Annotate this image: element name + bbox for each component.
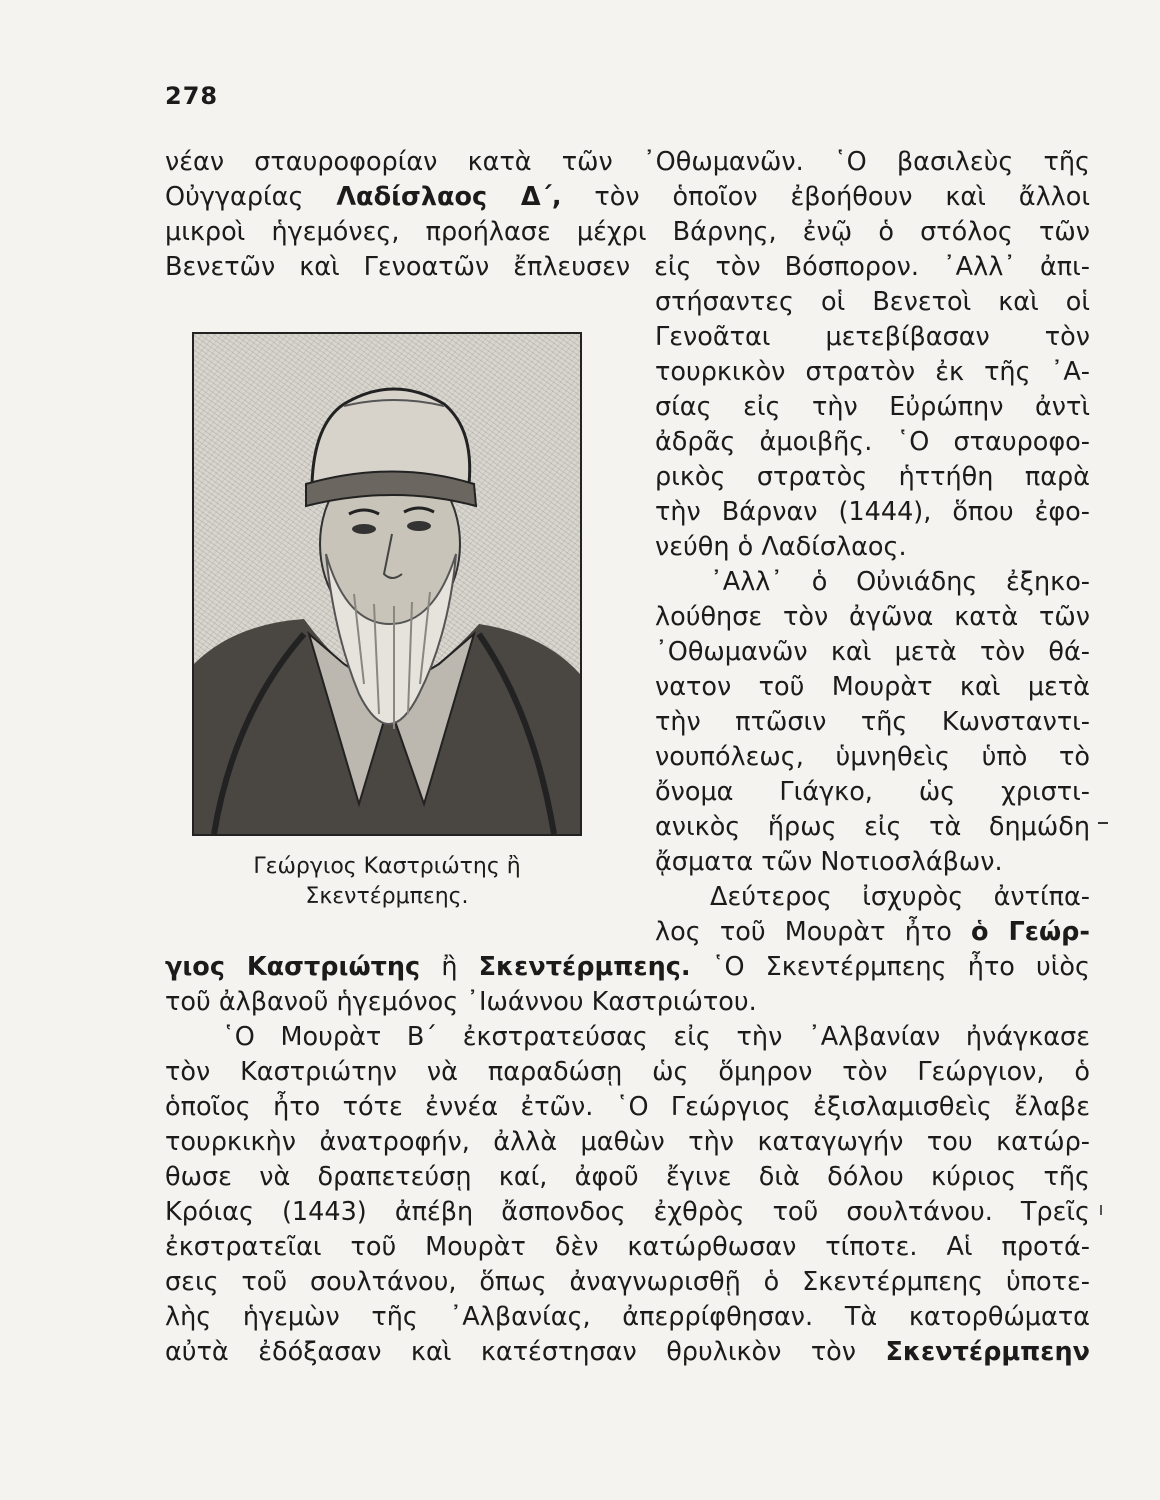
text-line: τὴν Βάρναν (1444), ὅπου ἐφο-: [655, 497, 1090, 527]
text-line: νατον τοῦ Μουρὰτ καὶ μετὰ: [655, 672, 1090, 702]
text-line: τουρκικὴν ἀνατροφήν, ἀλλὰ μαθὼν τὴν καταγωγήν του κατώρ-: [165, 1127, 1090, 1157]
text-line: λούθησε τὸν ἀγῶνα κατὰ τῶν: [655, 602, 1090, 632]
text-line: αὐτὰ ἐδόξασαν καὶ κατέστησαν θρυλικὸν τὸν Σκεντέρμπεην: [165, 1337, 1090, 1367]
portrait-caption: Σκεντέρμπεης.: [305, 884, 469, 909]
text-line: ᾿Οθωμανῶν καὶ μετὰ τὸν θά-: [655, 637, 1090, 667]
text-line: Κρόιας (1443) ἀπέβη ἄσπονδος ἐχθρὸς τοῦ σουλτάνου. Τρεῖς: [165, 1197, 1090, 1227]
text-line: τουρκικὸν στρατὸν ἐκ τῆς ᾿Α-: [655, 357, 1090, 387]
text-line: ἀδρᾶς ἀμοιβῆς. ῾Ο σταυροφο-: [655, 427, 1090, 457]
text-line: θωσε νὰ δραπετεύσῃ καί, ἀφοῦ ἔγινε διὰ δόλου κύριος τῆς: [165, 1162, 1090, 1192]
text-line: Βενετῶν καὶ Γενοατῶν ἔπλευσεν εἰς τὸν Βόσπορον. ᾿Αλλ᾿ ἀπι-: [165, 252, 1090, 282]
text-line: ᾿Αλλ᾿ ὁ Οὐνιάδης ἐξηκο-: [710, 567, 1090, 597]
page-number: 278: [165, 82, 219, 110]
text-line: σίας εἰς τὴν Εὐρώπην ἀντὶ: [655, 392, 1090, 422]
text-line: Οὐγγαρίας Λαδίσλαος Δ΄, τὸν ὁποῖον ἐβοήθουν καὶ ἄλλοι: [165, 182, 1090, 212]
text-line: ἐκστρατεῖαι τοῦ Μουρὰτ δὲν κατώρθωσαν τίποτε. Αἱ προτά-: [165, 1232, 1090, 1262]
text-line: μικροὶ ἡγεμόνες, προήλασε μέχρι Βάρνης, ἐνῷ ὁ στόλος τῶν: [165, 217, 1090, 247]
text-line: νουπόλεως, ὑμνηθεὶς ὑπὸ τὸ: [655, 742, 1090, 772]
text-line: τοῦ ἀλβανοῦ ἡγεμόνος ᾿Ιωάννου Καστριώτου.: [165, 987, 757, 1017]
text-line: λος τοῦ Μουρὰτ ἦτο ὁ Γεώρ-: [655, 917, 1090, 947]
text-line: τὸν Καστριώτην νὰ παραδώσῃ ὡς ὅμηρον τὸν Γεώργιον, ὁ: [165, 1057, 1090, 1087]
text-line: ῾Ο Μουρὰτ Β΄ ἐκστρατεύσας εἰς τὴν ᾿Αλβανίαν ἠνάγκασε: [222, 1022, 1090, 1052]
portrait-illustration: [194, 334, 580, 834]
margin-mark: [1100, 1205, 1102, 1215]
text-line: νεύθη ὁ Λαδίσλαος.: [655, 532, 907, 562]
margin-mark: [1098, 822, 1108, 824]
text-line: ᾄσματα τῶν Νοτιοσλάβων.: [655, 847, 1003, 877]
text-line: γιος Καστριώτης ἢ Σκεντέρμπεης. ῾Ο Σκεντέρμπεης ἦτο υἱὸς: [165, 952, 1090, 982]
text-line: σεις τοῦ σουλτάνου, ὅπως ἀναγνωρισθῇ ὁ Σκεντέρμπεης ὑποτε-: [165, 1267, 1090, 1297]
portrait-engraving: [192, 332, 582, 836]
text-line: ὄνομα Γιάγκο, ὡς χριστι-: [655, 777, 1090, 807]
text-line: λὴς ἡγεμὼν τῆς ᾿Αλβανίας, ἀπερρίφθησαν. Τὰ κατορθώματα: [165, 1302, 1090, 1332]
text-line: Δεύτερος ἰσχυρὸς ἀντίπα-: [710, 882, 1090, 912]
text-line: τὴν πτῶσιν τῆς Κωνσταντι-: [655, 707, 1090, 737]
text-line: ρικὸς στρατὸς ἡττήθη παρὰ: [655, 462, 1090, 492]
portrait-caption: Γεώργιος Καστριώτης ἢ: [253, 854, 521, 879]
text-line: ανικὸς ἥρως εἰς τὰ δημώδη: [655, 812, 1090, 842]
text-line: ὁποῖος ἦτο τότε ἐννέα ἐτῶν. ῾Ο Γεώργιος ἐξισλαμισθεὶς ἔλαβε: [165, 1092, 1090, 1122]
text-line: στήσαντες οἱ Βενετοὶ καὶ οἱ: [655, 287, 1090, 317]
text-line: νέαν σταυροφορίαν κατὰ τῶν ᾿Οθωμανῶν. ῾Ο βασιλεὺς τῆς: [165, 147, 1090, 177]
text-line: Γενοᾶται μετεβίβασαν τὸν: [655, 322, 1090, 352]
